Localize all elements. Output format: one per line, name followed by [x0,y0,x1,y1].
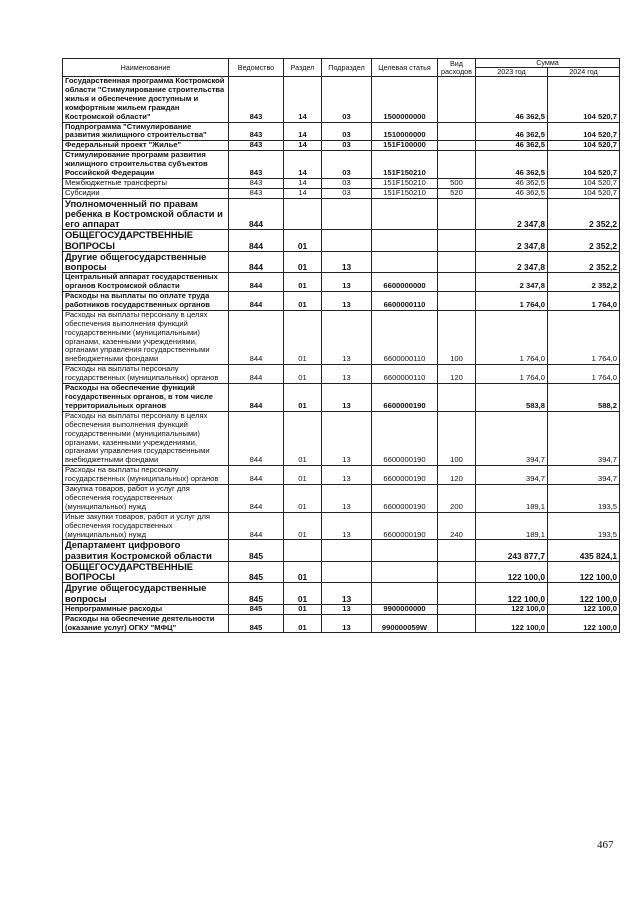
cell-podrazdel: 13 [322,614,372,633]
cell-sum-2024: 104 520,7 [548,178,620,188]
cell-razdel: 14 [284,141,322,151]
cell-target-article: 6600000110 [372,292,438,311]
cell-sum-2023: 1 764,0 [476,292,548,311]
cell-expense-type: 100 [438,310,476,364]
cell-target-article: 6600000190 [372,411,438,465]
cell-expense-type [438,141,476,151]
cell-razdel: 01 [284,384,322,412]
cell-name: Расходы на обеспечение функций государственных органов, в том числе территориальных органов [63,384,229,412]
cell-sum-2023: 122 100,0 [476,583,548,604]
cell-podrazdel [322,198,372,230]
cell-sum-2023: 46 362,5 [476,77,548,123]
cell-razdel: 14 [284,77,322,123]
header-target-article: Целевая статья [372,59,438,77]
header-sum: Сумма [476,59,620,68]
cell-razdel: 01 [284,273,322,292]
table-row [63,141,620,151]
cell-expense-type [438,151,476,179]
cell-name: Расходы на выплаты персоналу государственных (муниципальных) органов [63,466,229,485]
cell-expense-type: 100 [438,411,476,465]
table-row [63,604,620,614]
table-row [63,583,620,604]
cell-vedomstvo: 845 [229,604,284,614]
cell-razdel: 01 [284,365,322,384]
cell-sum-2024: 104 520,7 [548,122,620,141]
table-row [63,310,620,364]
table-row [63,485,620,513]
cell-name: Закупка товаров, работ и услуг для обеспечения государственных (муниципальных) нужд [63,485,229,513]
header-year-2023: 2023 год [476,68,548,77]
cell-sum-2024: 2 352,2 [548,230,620,251]
cell-expense-type [438,604,476,614]
cell-vedomstvo: 844 [229,365,284,384]
cell-podrazdel: 13 [322,365,372,384]
cell-sum-2023: 46 362,5 [476,141,548,151]
cell-vedomstvo: 843 [229,77,284,123]
cell-name: Другие общегосударственные вопросы [63,583,229,604]
cell-podrazdel: 13 [322,466,372,485]
cell-vedomstvo: 845 [229,561,284,582]
cell-sum-2024: 104 520,7 [548,151,620,179]
table-row [63,466,620,485]
cell-expense-type: 120 [438,365,476,384]
cell-name: ОБЩЕГОСУДАРСТВЕННЫЕ ВОПРОСЫ [63,561,229,582]
table-row [63,230,620,251]
table-row [63,540,620,561]
table-row [63,198,620,230]
cell-sum-2023: 1 764,0 [476,310,548,364]
cell-sum-2023: 1 764,0 [476,365,548,384]
cell-razdel: 01 [284,230,322,251]
cell-target-article: 1510000000 [372,122,438,141]
cell-podrazdel [322,540,372,561]
cell-target-article: 151F100000 [372,141,438,151]
cell-target-article: 151F150210 [372,188,438,198]
budget-table [62,58,620,633]
cell-podrazdel: 13 [322,583,372,604]
cell-podrazdel: 03 [322,178,372,188]
cell-podrazdel: 03 [322,122,372,141]
cell-sum-2024: 104 520,7 [548,141,620,151]
budget-sheet [62,58,620,633]
cell-podrazdel [322,230,372,251]
table-body [63,77,620,633]
cell-sum-2024: 2 352,2 [548,198,620,230]
cell-sum-2024: 104 520,7 [548,188,620,198]
cell-razdel: 14 [284,151,322,179]
cell-sum-2023: 122 100,0 [476,604,548,614]
cell-sum-2024: 435 824,1 [548,540,620,561]
cell-sum-2023: 243 877,7 [476,540,548,561]
cell-target-article [372,198,438,230]
cell-name: Департамент цифрового развития Костромской области [63,540,229,561]
cell-sum-2023: 122 100,0 [476,614,548,633]
cell-vedomstvo: 844 [229,251,284,272]
cell-sum-2024: 1 764,0 [548,310,620,364]
cell-sum-2024: 394,7 [548,466,620,485]
cell-target-article: 6600000190 [372,512,438,540]
cell-razdel: 01 [284,466,322,485]
header-razdel: Раздел [284,59,322,77]
cell-podrazdel: 13 [322,411,372,465]
cell-name: ОБЩЕГОСУДАРСТВЕННЫЕ ВОПРОСЫ [63,230,229,251]
cell-sum-2024: 2 352,2 [548,251,620,272]
cell-sum-2023: 46 362,5 [476,151,548,179]
cell-sum-2023: 189,1 [476,485,548,513]
table-row [63,251,620,272]
cell-sum-2023: 46 362,5 [476,178,548,188]
cell-expense-type [438,292,476,311]
cell-sum-2023: 394,7 [476,411,548,465]
cell-vedomstvo: 844 [229,512,284,540]
cell-vedomstvo: 844 [229,273,284,292]
cell-name: Стимулирование программ развития жилищного строительства субъектов Российской Федерации [63,151,229,179]
cell-target-article: 1500000000 [372,77,438,123]
header-year-2024: 2024 год [548,68,620,77]
cell-podrazdel: 03 [322,141,372,151]
cell-vedomstvo: 843 [229,178,284,188]
cell-sum-2024: 122 100,0 [548,614,620,633]
cell-vedomstvo: 844 [229,198,284,230]
cell-target-article: 6600000000 [372,273,438,292]
header-vedomstvo: Ведомство [229,59,284,77]
cell-target-article [372,540,438,561]
cell-vedomstvo: 843 [229,141,284,151]
cell-target-article: 6600000190 [372,466,438,485]
cell-sum-2024: 104 520,7 [548,77,620,123]
cell-podrazdel: 13 [322,251,372,272]
cell-vedomstvo: 845 [229,614,284,633]
cell-sum-2024: 2 352,2 [548,273,620,292]
cell-razdel: 01 [284,512,322,540]
cell-razdel: 01 [284,310,322,364]
cell-sum-2023: 46 362,5 [476,122,548,141]
cell-vedomstvo: 844 [229,384,284,412]
cell-target-article: 9900000000 [372,604,438,614]
header-name: Наименование [63,59,229,77]
table-row [63,273,620,292]
cell-expense-type [438,273,476,292]
cell-name: Расходы на выплаты персоналу в целях обеспечения выполнения функций государственными (муниципальными) органами, казенными учреждениями, органами управления государственными внебюджетными фондами [63,310,229,364]
cell-sum-2023: 2 347,8 [476,273,548,292]
cell-podrazdel [322,561,372,582]
cell-expense-type [438,384,476,412]
cell-name: Государственная программа Костромской области "Стимулирование строительства жилья и обеспечение доступным и комфортным жильем граждан Костромской области" [63,77,229,123]
header-podrazdel: Подраздел [322,59,372,77]
cell-sum-2024: 1 764,0 [548,292,620,311]
cell-name: Непрограммные расходы [63,604,229,614]
cell-sum-2024: 122 100,0 [548,583,620,604]
cell-razdel: 01 [284,292,322,311]
cell-name: Федеральный проект "Жилье" [63,141,229,151]
cell-target-article: 990000059W [372,614,438,633]
cell-sum-2024: 394,7 [548,411,620,465]
cell-vedomstvo: 845 [229,583,284,604]
page-number: 467 [597,839,614,851]
cell-target-article: 6600000190 [372,384,438,412]
cell-vedomstvo: 843 [229,188,284,198]
cell-target-article: 151F150210 [372,151,438,179]
cell-podrazdel: 13 [322,512,372,540]
cell-name: Иные закупки товаров, работ и услуг для обеспечения государственных (муниципальных) нужд [63,512,229,540]
cell-expense-type [438,540,476,561]
cell-podrazdel: 13 [322,485,372,513]
cell-razdel [284,540,322,561]
cell-expense-type [438,583,476,604]
cell-sum-2023: 2 347,8 [476,198,548,230]
cell-target-article [372,230,438,251]
cell-target-article: 151F150210 [372,178,438,188]
cell-sum-2024: 588,2 [548,384,620,412]
cell-podrazdel: 13 [322,384,372,412]
cell-target-article [372,251,438,272]
cell-expense-type [438,122,476,141]
cell-podrazdel: 13 [322,604,372,614]
cell-target-article [372,561,438,582]
cell-sum-2024: 193,5 [548,485,620,513]
cell-expense-type [438,614,476,633]
cell-sum-2023: 46 362,5 [476,188,548,198]
cell-podrazdel: 13 [322,273,372,292]
table-row [63,151,620,179]
cell-name: Расходы на выплаты по оплате труда работников государственных органов [63,292,229,311]
cell-vedomstvo: 844 [229,466,284,485]
cell-razdel: 14 [284,178,322,188]
cell-vedomstvo: 844 [229,292,284,311]
cell-sum-2024: 122 100,0 [548,604,620,614]
cell-vedomstvo: 845 [229,540,284,561]
cell-name: Центральный аппарат государственных органов Костромской области [63,273,229,292]
table-row [63,384,620,412]
cell-razdel: 01 [284,561,322,582]
table-header [63,59,620,77]
table-row [63,188,620,198]
cell-expense-type [438,230,476,251]
cell-vedomstvo: 844 [229,310,284,364]
cell-sum-2023: 394,7 [476,466,548,485]
cell-sum-2024: 193,5 [548,512,620,540]
cell-podrazdel: 03 [322,188,372,198]
cell-podrazdel: 13 [322,292,372,311]
cell-expense-type [438,251,476,272]
cell-razdel: 01 [284,251,322,272]
cell-sum-2023: 2 347,8 [476,251,548,272]
cell-vedomstvo: 844 [229,411,284,465]
cell-sum-2023: 2 347,8 [476,230,548,251]
table-row [63,614,620,633]
cell-expense-type: 520 [438,188,476,198]
cell-vedomstvo: 843 [229,151,284,179]
cell-razdel: 01 [284,604,322,614]
cell-podrazdel: 03 [322,77,372,123]
cell-expense-type: 500 [438,178,476,188]
cell-target-article: 6600000110 [372,365,438,384]
cell-target-article: 6600000110 [372,310,438,364]
cell-expense-type: 120 [438,466,476,485]
cell-razdel: 01 [284,485,322,513]
cell-podrazdel: 13 [322,310,372,364]
table-row [63,512,620,540]
cell-sum-2024: 1 764,0 [548,365,620,384]
cell-name: Другие общегосударственные вопросы [63,251,229,272]
cell-name: Расходы на выплаты персоналу в целях обеспечения выполнения функций государственными (муниципальными) органами, казенными учреждениями, органами управления государственными внебюджетными фондами [63,411,229,465]
cell-sum-2023: 189,1 [476,512,548,540]
cell-name: Расходы на выплаты персоналу государственных (муниципальных) органов [63,365,229,384]
cell-razdel: 14 [284,188,322,198]
table-row [63,365,620,384]
cell-expense-type: 240 [438,512,476,540]
cell-razdel: 01 [284,411,322,465]
cell-vedomstvo: 844 [229,485,284,513]
cell-podrazdel: 03 [322,151,372,179]
table-row [63,411,620,465]
cell-name: Расходы на обеспечение деятельности (оказание услуг) ОГКУ "МФЦ" [63,614,229,633]
cell-name: Субсидии [63,188,229,198]
table-row [63,178,620,188]
cell-target-article: 6600000190 [372,485,438,513]
cell-target-article [372,583,438,604]
cell-name: Подпрограмма "Стимулирование развития жилищного строительства" [63,122,229,141]
header-expense-type: Вид расходов [438,59,476,77]
cell-sum-2024: 122 100,0 [548,561,620,582]
table-row [63,77,620,123]
cell-expense-type [438,198,476,230]
cell-name: Межбюджетные трансферты [63,178,229,188]
cell-name: Уполномоченный по правам ребенка в Костромской области и его аппарат [63,198,229,230]
table-row [63,561,620,582]
cell-sum-2023: 122 100,0 [476,561,548,582]
cell-sum-2023: 583,8 [476,384,548,412]
cell-expense-type [438,77,476,123]
cell-expense-type [438,561,476,582]
table-row [63,122,620,141]
cell-razdel: 14 [284,122,322,141]
table-row [63,292,620,311]
cell-vedomstvo: 843 [229,122,284,141]
cell-razdel: 01 [284,583,322,604]
cell-razdel: 01 [284,614,322,633]
cell-expense-type: 200 [438,485,476,513]
cell-vedomstvo: 844 [229,230,284,251]
cell-razdel [284,198,322,230]
